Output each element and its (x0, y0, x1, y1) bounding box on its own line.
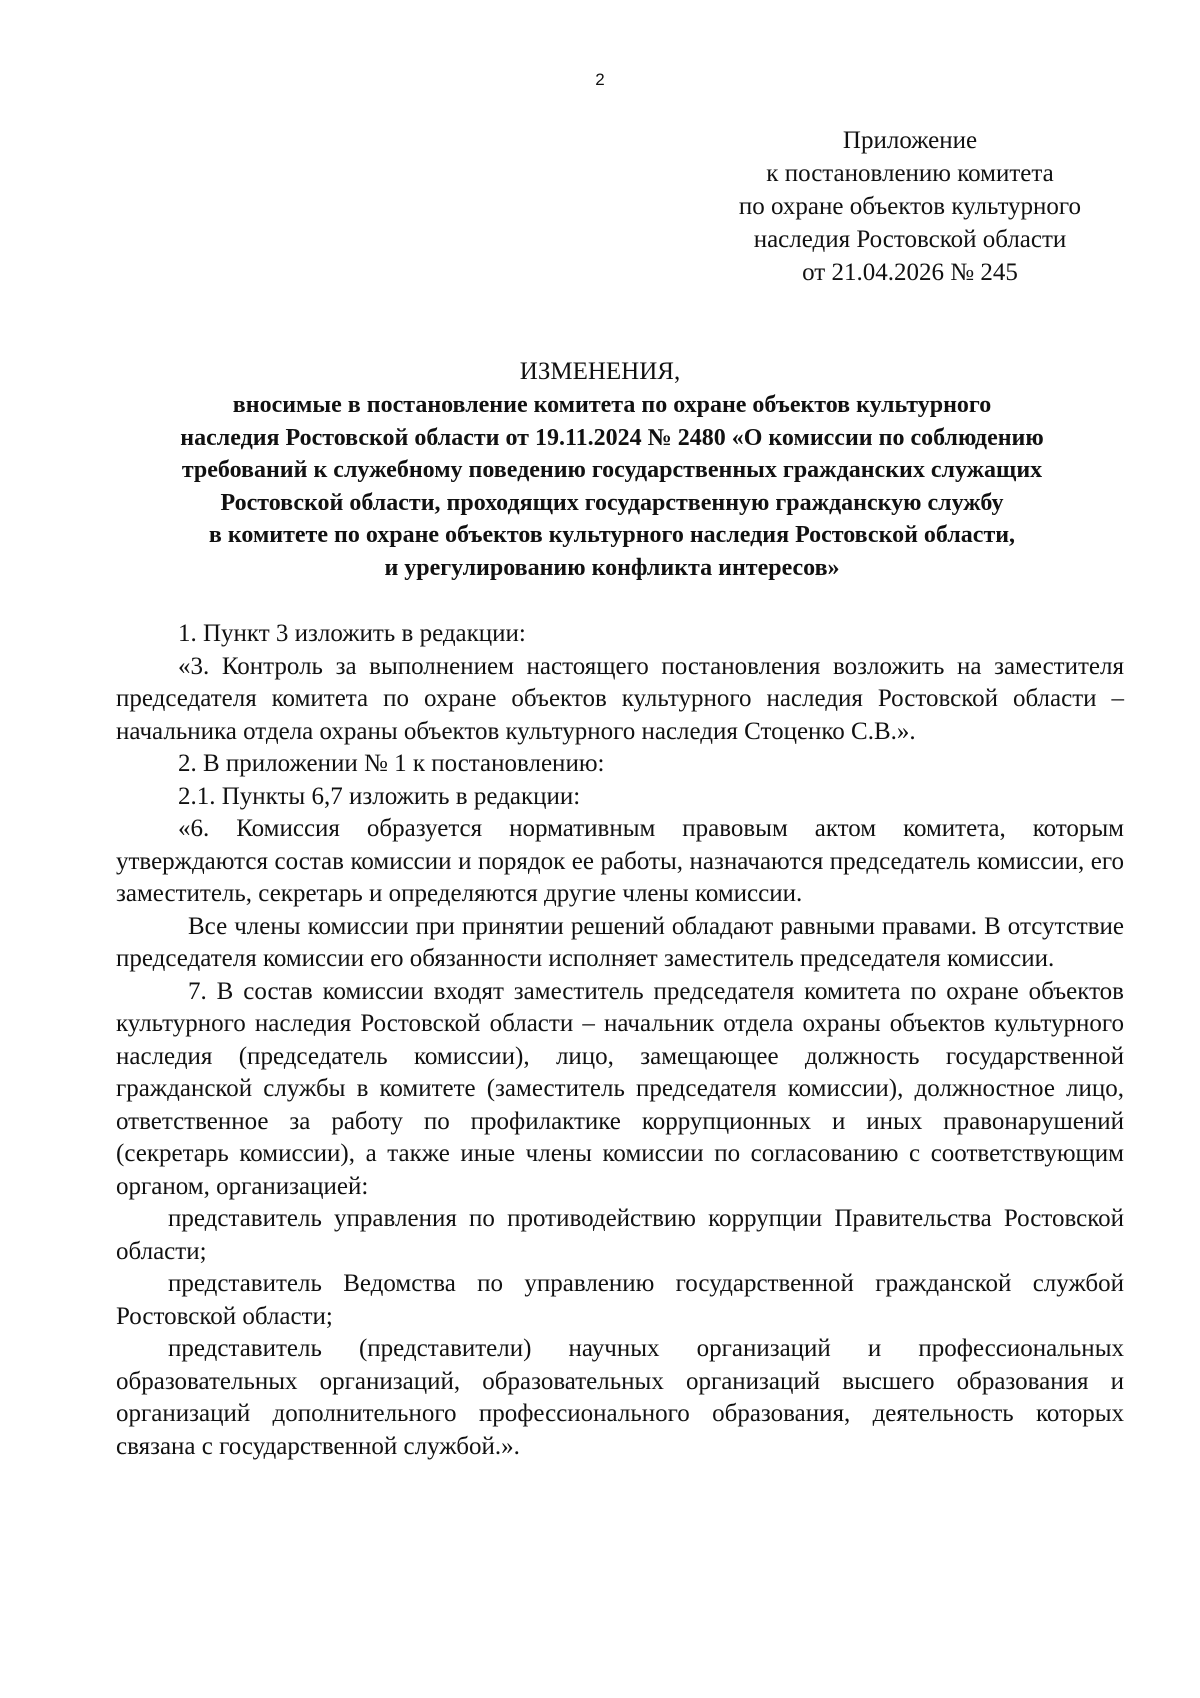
paragraph-representative-civil-service: представитель Ведомства по управлению государственной гражданской службой Ростовской области; (116, 1270, 1124, 1330)
paragraph-item-2: 2. В приложении № 1 к постановлению: (178, 750, 605, 777)
paragraph-item-1: 1. Пункт 3 изложить в редакции: (178, 620, 526, 647)
subtitle-line: и урегулированию конфликта интересов» (384, 554, 840, 581)
paragraph-clause-6: «6. Комиссия образуется нормативным правовым актом комитета, которым утверждаются состав комиссии и порядок ее работы, назначаются председатель комиссии, его заместитель, секретарь и определяются другие члены комиссии. (116, 815, 1124, 907)
paragraph-clause-7: 7. В состав комиссии входят заместитель председателя комитета по охране объектов культурного наследия Ростовской области – начальник отдела охраны объектов культурного наследия (председатель комиссии), лицо, замещающее должность государственной гражданской службы в комитете (заместитель председателя комиссии), должностное лицо, ответственное за работу по профилактике коррупционных и иных правонарушений (секретарь комиссии), а также иные члены комиссии по согласованию с соответствующим органом, организацией: (116, 977, 1124, 1200)
page-number: 2 (595, 70, 605, 89)
subtitle-line: вносимые в постановление комитета по охране объектов культурного (232, 392, 992, 418)
subtitle-line: наследия Ростовской области от 19.11.2024 № 2480 «О комиссии по соблюдению (180, 424, 1044, 451)
annex-block (690, 124, 1130, 289)
subtitle-line: в комитете по охране объектов культурного наследия Ростовской области, (208, 522, 1016, 548)
annex-line: наследия Ростовской области (753, 226, 1067, 253)
subtitle-line: Ростовской области, проходящих государственную гражданскую службу (220, 489, 1004, 516)
annex-line: к постановлению комитета (766, 160, 1054, 187)
annex-line: Приложение (842, 127, 978, 154)
paragraph-clause-6-members: Все члены комиссии при принятии решений обладают равными правами. В отсутствие председателя комиссии его обязанности исполняет заместитель председателя комиссии. (116, 912, 1124, 972)
annex-line: от 21.04.2026 № 245 (802, 259, 1018, 286)
paragraph-representative-anticorruption: представитель управления по противодействию коррупции Правительства Ростовской области; (116, 1205, 1124, 1265)
paragraph-representative-education: представитель (представители) научных организаций и профессиональных образовательных организаций, образовательных организаций высшего образования и организаций дополнительного профессионального образования, деятельность которых связана с государственной службой.». (116, 1335, 1124, 1460)
document-body (116, 618, 1124, 1463)
document-title: ИЗМЕНЕНИЯ, (519, 358, 681, 385)
paragraph-item-2-1: 2.1. Пункты 6,7 изложить в редакции: (178, 782, 581, 810)
paragraph-clause-3: «3. Контроль за выполнением настоящего постановления возложить на заместителя председателя комитета по охране объектов культурного наследия Ростовской области – начальника отдела охраны объектов культурного наследия Стоценко С.В.». (116, 652, 1124, 745)
annex-line: по охране объектов культурного (738, 193, 1082, 220)
document-subtitle (112, 389, 1112, 584)
subtitle-line: требований к служебному поведению государственных гражданских служащих (181, 457, 1043, 483)
